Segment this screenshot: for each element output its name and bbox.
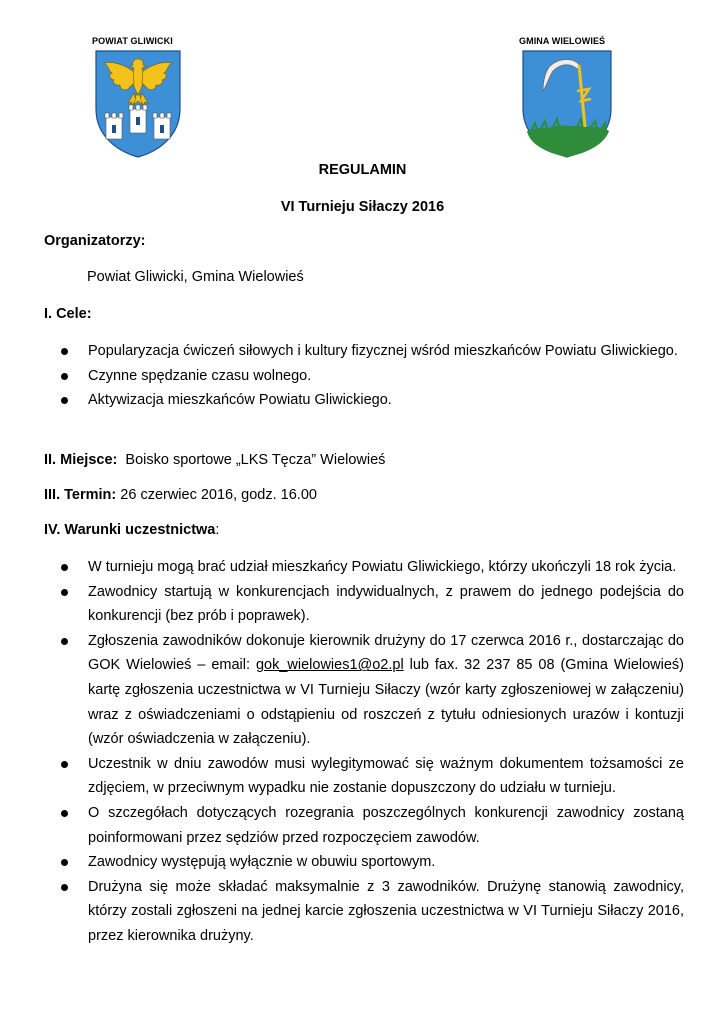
list-item: W turnieju mogą brać udział mieszkańcy Powiatu Gliwickiego, którzy ukończyli 18 rok życia. <box>44 555 684 580</box>
powiat-gliwicki-label: POWIAT GLIWICKI <box>92 36 173 46</box>
place-heading: II. Miejsce: <box>44 452 118 468</box>
date-line <box>44 487 317 503</box>
goals-list <box>44 339 684 413</box>
list-item: Aktywizacja mieszkańców Powiatu Gliwickiego. <box>44 388 684 413</box>
date-text: 26 czerwiec 2016, godz. 16.00 <box>120 487 317 503</box>
list-item: Zawodnicy startują w konkurencjach indywidualnych, z prawem do jednego podejścia do konkurencji (bez prób i poprawek). <box>44 580 684 629</box>
list-item: Popularyzacja ćwiczeń siłowych i kultury fizycznej wśród mieszkańców Powiatu Gliwickiego. <box>44 339 684 364</box>
gmina-wielowies-label: GMINA WIELOWIEŚ <box>519 36 606 46</box>
bullet-icon <box>61 884 68 891</box>
place-text: Boisko sportowe „LKS Tęcza” Wielowieś <box>125 452 386 468</box>
bullet-icon <box>61 564 68 571</box>
eagle-towers-shield-icon <box>92 47 184 159</box>
conditions-list <box>44 555 684 949</box>
bullet-icon <box>61 859 68 866</box>
document-title: REGULAMIN <box>318 162 407 178</box>
organizers-heading: Organizatorzy: <box>44 233 146 249</box>
list-item: Uczestnik w dniu zawodów musi wylegitymować się ważnym dokumentem tożsamości ze zdjęciem, w przeciwnym wypadku nie zostanie dopuszczony do udziału w turnieju. <box>44 752 684 801</box>
list-item-registration: Zgłoszenia zawodników dokonuje kierownik drużyny do 17 czerwca 2016 r., dostarczając do GOK Wielowieś – email: gok_wielowies1@o2.pl lub fax. 32 237 85 08 (Gmina Wielowieś) kartę zgłoszenia uczestnictwa w VI Turnieju Siłaczy (wzór karty zgłoszeniowej w załączeniu) wraz z oświadczeniami o odstąpieniu od roszczeń z tytułu odniesionych urazów i kontuzji (wzór oświadczenia w załączeniu). <box>44 629 684 752</box>
place-line <box>44 452 385 468</box>
list-item: O szczegółach dotyczących rozegrania poszczególnych konkurencji zawodnicy zostaną poinformowani przez sędziów przed rozpoczęciem zawodów. <box>44 801 684 850</box>
list-item: Zawodnicy występują wyłącznie w obuwiu sportowym. <box>44 850 684 875</box>
list-item: Czynne spędzanie czasu wolnego. <box>44 364 684 389</box>
scythe-shield-icon <box>519 47 615 159</box>
bullet-icon <box>61 348 68 355</box>
conditions-heading: IV. Warunki uczestnictwa: <box>44 522 220 538</box>
email-link[interactable]: gok_wielowies1@o2.pl <box>255 657 404 674</box>
date-heading: III. Termin: <box>44 487 117 503</box>
bullet-icon <box>61 373 68 380</box>
document-subtitle: VI Turnieju Siłaczy 2016 <box>280 199 445 215</box>
bullet-icon <box>61 810 68 817</box>
list-item: Drużyna się może składać maksymalnie z 3 zawodników. Drużynę stanowią zawodnicy, którzy zostali zgłoszeni na jednej karcie zgłoszenia uczestnictwa w VI Turnieju Siłaczy 2016, przez kierownika drużyny. <box>44 875 684 949</box>
bullet-icon <box>61 397 68 404</box>
bullet-icon <box>61 589 68 596</box>
organizers-text: Powiat Gliwicki, Gmina Wielowieś <box>87 269 304 285</box>
bullet-icon <box>61 638 68 645</box>
goals-heading: I. Cele: <box>44 306 92 322</box>
bullet-icon <box>61 761 68 768</box>
